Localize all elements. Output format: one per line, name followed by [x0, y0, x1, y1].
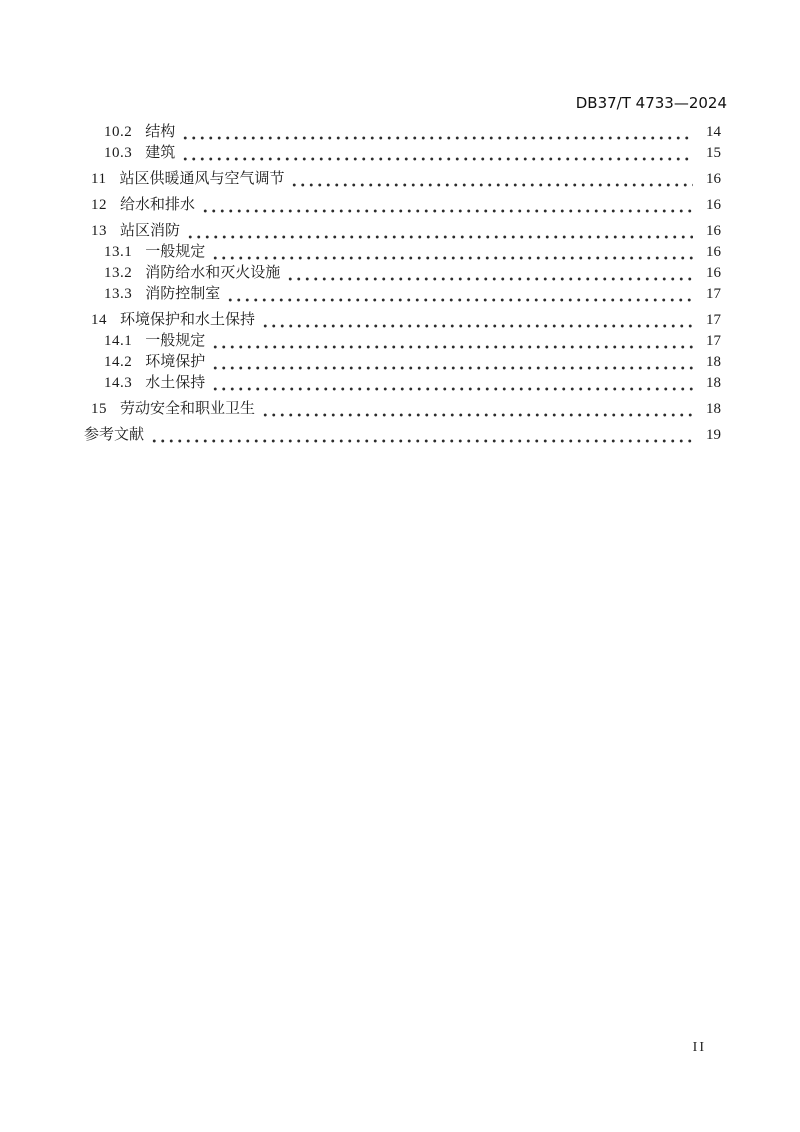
- toc-entry-title: 一般规定: [145, 244, 206, 260]
- toc-entry: [84, 399, 721, 420]
- toc-entry-page: 16: [706, 265, 721, 281]
- toc-dot-leader: [186, 235, 693, 239]
- toc-entry: [84, 284, 721, 305]
- toc-dot-leader: [211, 345, 693, 349]
- toc-entry-number: 14: [91, 312, 107, 328]
- toc-entry-number: 13: [91, 223, 107, 239]
- toc-dot-leader: [226, 298, 693, 302]
- toc-entry-number: 11: [91, 171, 107, 187]
- toc-entry-title: 结构: [145, 124, 176, 140]
- toc-entry-page: 19: [706, 427, 721, 443]
- toc-entry-title: 给水和排水: [120, 197, 196, 213]
- toc-entry-title: 建筑: [145, 145, 176, 161]
- toc-entry-number: 14.1: [104, 333, 133, 349]
- toc-entry: [84, 331, 721, 352]
- toc-entry-page: 17: [706, 333, 721, 349]
- toc-entry-number: 14.3: [104, 375, 133, 391]
- toc-entry: [84, 221, 721, 242]
- toc-entry-title: 消防控制室: [145, 286, 221, 302]
- toc-entry: [84, 263, 721, 284]
- toc-entry-page: 18: [706, 401, 721, 417]
- toc-dot-leader: [286, 277, 693, 281]
- toc-entry: [84, 143, 721, 164]
- toc-entry-title: 参考文献: [84, 427, 145, 443]
- toc-entry-title: 一般规定: [145, 333, 206, 349]
- toc-entry-number: 13.1: [104, 244, 133, 260]
- toc-entry-title: 劳动安全和职业卫生: [120, 401, 256, 417]
- toc-entry-number: 13.3: [104, 286, 133, 302]
- toc-entry-page: 16: [706, 223, 721, 239]
- toc-dot-leader: [150, 439, 693, 443]
- toc-dot-leader: [261, 413, 693, 417]
- toc-entry: [84, 195, 721, 216]
- toc-entry-title: 消防给水和灭火设施: [145, 265, 281, 281]
- toc-entry-page: 17: [706, 312, 721, 328]
- toc-entry-number: 12: [91, 197, 107, 213]
- toc-entry-title: 水土保持: [145, 375, 206, 391]
- page-footer: [0, 1040, 706, 1056]
- toc-entry-title: 环境保护: [145, 354, 206, 370]
- toc-entry-title: 站区供暖通风与空气调节: [119, 171, 285, 187]
- toc-entry-number: 10.2: [104, 124, 133, 140]
- toc-entry: [84, 373, 721, 394]
- toc-dot-leader: [290, 183, 693, 187]
- toc-entry-title: 环境保护和水土保持: [120, 312, 256, 328]
- toc-entry-page: 17: [706, 286, 721, 302]
- toc-dot-leader: [261, 324, 693, 328]
- table-of-contents: [84, 122, 721, 446]
- toc-entry-page: 18: [706, 354, 721, 370]
- toc-dot-leader: [201, 209, 693, 213]
- toc-entry: [84, 310, 721, 331]
- toc-entry-number: 14.2: [104, 354, 133, 370]
- toc-entry: [84, 425, 721, 446]
- toc-entry: [84, 122, 721, 143]
- standard-number: DB37/T 4733—2024: [575, 94, 727, 112]
- toc-entry-number: 13.2: [104, 265, 133, 281]
- toc-entry-title: 站区消防: [120, 223, 181, 239]
- document-header: [0, 95, 727, 111]
- toc-dot-leader: [181, 157, 693, 161]
- toc-entry-page: 14: [706, 124, 721, 140]
- page-number: II: [692, 1040, 706, 1055]
- toc-dot-leader: [211, 256, 693, 260]
- toc-entry-page: 16: [706, 197, 721, 213]
- toc-entry: [84, 352, 721, 373]
- toc-entry-page: 16: [706, 171, 721, 187]
- toc-entry: [84, 242, 721, 263]
- toc-entry-number: 15: [91, 401, 107, 417]
- toc-dot-leader: [181, 136, 693, 140]
- toc-entry-page: 15: [706, 145, 721, 161]
- toc-entry-number: 10.3: [104, 145, 133, 161]
- toc-entry-page: 18: [706, 375, 721, 391]
- toc-entry-page: 16: [706, 244, 721, 260]
- toc-dot-leader: [211, 366, 693, 370]
- toc-entry: [84, 169, 721, 190]
- toc-dot-leader: [211, 387, 693, 391]
